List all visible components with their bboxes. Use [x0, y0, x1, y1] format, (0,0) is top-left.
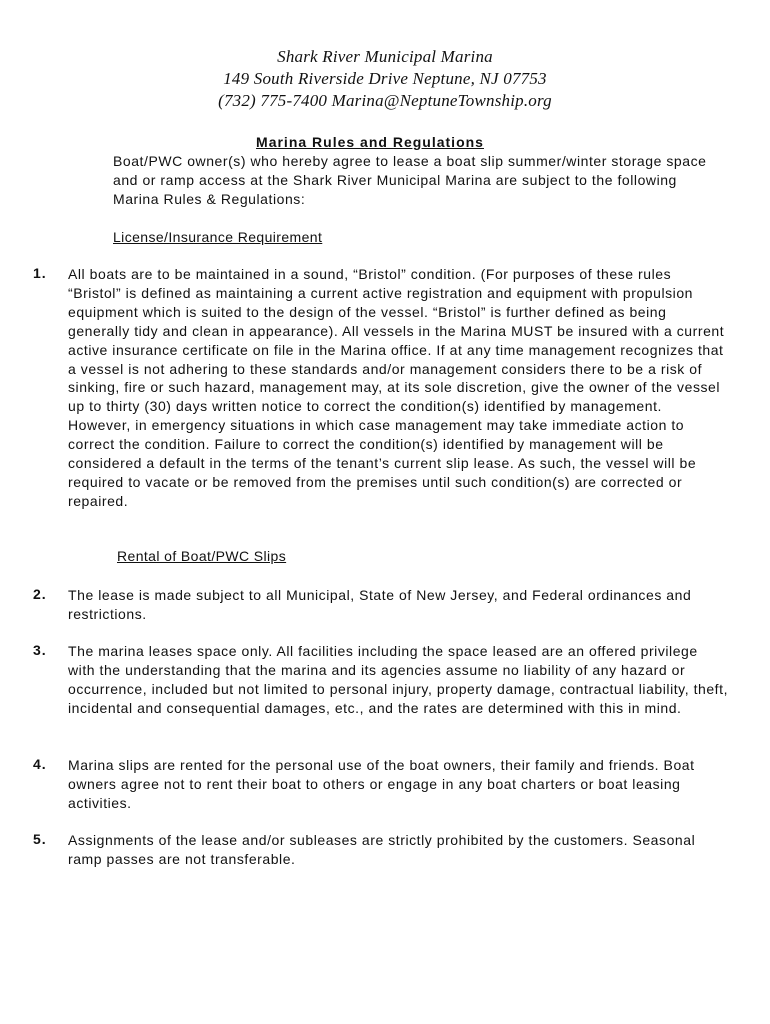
page-title: Marina Rules and Regulations — [256, 134, 484, 150]
rule-number: 4. — [33, 756, 47, 772]
rule-text: The lease is made subject to all Municipal, State of New Jersey, and Federal ordinances and restrictions. — [68, 587, 692, 622]
marina-address: 149 South Riverside Drive Neptune, NJ 07753 — [223, 69, 547, 88]
intro-paragraph: Boat/PWC owner(s) who hereby agree to lease a boat slip summer/winter storage space and or ramp access at the Shark River Municipal Marina are subject to the following Marina Rules & Regulations: — [113, 153, 707, 207]
rule-text: All boats are to be maintained in a sound, “Bristol” condition. (For purposes of these rules “Bristol” is defined as maintaining a current active registration and equipment with propulsion equipment which is suited to the design of the vessel. “Bristol” is further defined as being generally tidy and clean in appearance). All vessels in the Marina MUST be insured with a current active insurance certificate on file in the Marina office. If at any time management recognizes that a vessel is not adhering to these standards and/or management considers there to be a risk of sinking, fire or such hazard, management may, at its sole discretion, give the owner of the vessel up to thirty (30) days written notice to correct the condition(s) identified by management. However, in emergency situations in which case management may take immediate action to correct the condition. Failure to correct the condition(s) identified by management will be considered a default in the terms of the tenant’s current slip lease. As such, the vessel will be required to vacate or be removed from the premises until such condition(s) are corrected or repaired. — [68, 266, 725, 509]
rule-number: 3. — [33, 642, 47, 658]
rule-number: 5. — [33, 831, 47, 847]
section-heading-rental: Rental of Boat/PWC Slips — [117, 548, 287, 564]
rule-text: Assignments of the lease and/or subleases are strictly prohibited by the customers. Seasonal ramp passes are not transferable. — [68, 832, 696, 867]
marina-contact: (732) 775-7400 Marina@NeptuneTownship.org — [218, 91, 552, 110]
rule-text: The marina leases space only. All facilities including the space leased are an offered privilege with the understanding that the marina and its agencies assume no liability of any hazard or occurrence, included but not limited to personal injury, property damage, contractual liability, theft, incidental and consequential damages, etc., and the rates are determined with this in mind. — [68, 643, 729, 716]
rule-text: Marina slips are rented for the personal use of the boat owners, their family and friends. Boat owners agree not to rent their boat to others or engage in any boat charters or boat leasing activities. — [68, 757, 695, 811]
section-heading-license: License/Insurance Requirement — [113, 229, 323, 245]
rule-number: 2. — [33, 586, 47, 602]
document-header — [0, 46, 770, 112]
marina-name: Shark River Municipal Marina — [277, 47, 493, 66]
rule-number: 1. — [33, 265, 47, 281]
